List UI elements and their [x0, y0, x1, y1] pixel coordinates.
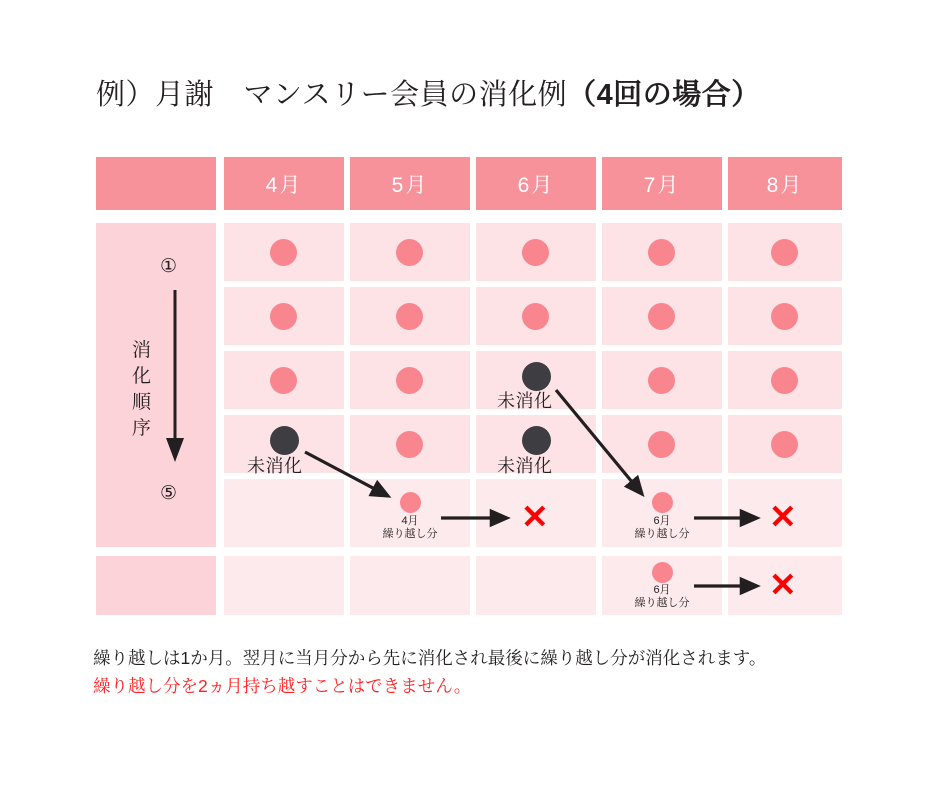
column-header-month-4: 7月	[602, 157, 722, 210]
page-title-main: 例）月謝 マンスリー会員の消化例	[96, 79, 568, 111]
page-title-emphasis: （4回の場合）	[567, 79, 761, 111]
unused-label-r4-c1: 未消化	[247, 456, 303, 476]
order-direction-arrow-icon	[162, 290, 188, 465]
expired-mark-r5-c3: ✕	[521, 498, 549, 535]
session-dot-r4-c4	[648, 431, 675, 458]
carry-label-r5-c4: 6月 繰り越し分	[634, 515, 690, 540]
session-dot-r2-c2	[396, 303, 423, 330]
unused-label-r3-c3: 未消化	[497, 391, 553, 411]
side-order-column-extra	[96, 556, 216, 615]
session-dot-r1-c1	[270, 239, 297, 266]
session-dot-r3-c2	[396, 367, 423, 394]
session-dot-r4-c5	[771, 431, 798, 458]
note-carryover-rule: 繰り越しは1か月。翌月に当月分から先に消化され最後に繰り越し分が消化されます。	[93, 648, 767, 668]
session-dot-r1-c3	[522, 239, 549, 266]
cell-r6-c1	[224, 556, 344, 615]
session-dot-r3-c4	[648, 367, 675, 394]
unused-dot-r4-c3	[522, 426, 551, 455]
carry-label-r5-c2: 4月 繰り越し分	[382, 515, 438, 540]
note-carryover-limit: 繰り越し分を2ヵ月持ち越すことはできません。	[93, 676, 472, 696]
cell-r6-c3	[476, 556, 596, 615]
session-dot-r3-c5	[771, 367, 798, 394]
session-dot-r2-c3	[522, 303, 549, 330]
session-dot-r3-c1	[270, 367, 297, 394]
column-header-month-2: 5月	[350, 157, 470, 210]
side-order-column	[96, 223, 216, 547]
session-dot-r2-c5	[771, 303, 798, 330]
carry-dot-r6-c4	[652, 562, 673, 583]
carry-dot-r5-c2	[400, 492, 421, 513]
cell-r5-c1	[224, 479, 344, 547]
session-dot-r1-c5	[771, 239, 798, 266]
session-dot-r1-c4	[648, 239, 675, 266]
expired-mark-r5-c5: ✕	[769, 498, 797, 535]
page-title	[96, 72, 761, 113]
order-marker-first: ①	[160, 256, 178, 277]
expired-mark-r6-c5: ✕	[769, 566, 797, 603]
carry-dot-r5-c4	[652, 492, 673, 513]
unused-dot-r4-c1	[270, 426, 299, 455]
session-dot-r2-c1	[270, 303, 297, 330]
session-dot-r1-c2	[396, 239, 423, 266]
column-header-month-3: 6月	[476, 157, 596, 210]
order-marker-last: ⑤	[160, 483, 178, 504]
session-dot-r4-c2	[396, 431, 423, 458]
unused-label-r4-c3: 未消化	[497, 456, 553, 476]
column-header-month-1: 4月	[224, 157, 344, 210]
cell-r6-c2	[350, 556, 470, 615]
table-corner-header	[96, 157, 216, 210]
session-dot-r2-c4	[648, 303, 675, 330]
column-header-month-5: 8月	[728, 157, 842, 210]
carry-label-r6-c4: 6月 繰り越し分	[634, 584, 690, 609]
side-order-label: 消化順序	[131, 340, 152, 439]
